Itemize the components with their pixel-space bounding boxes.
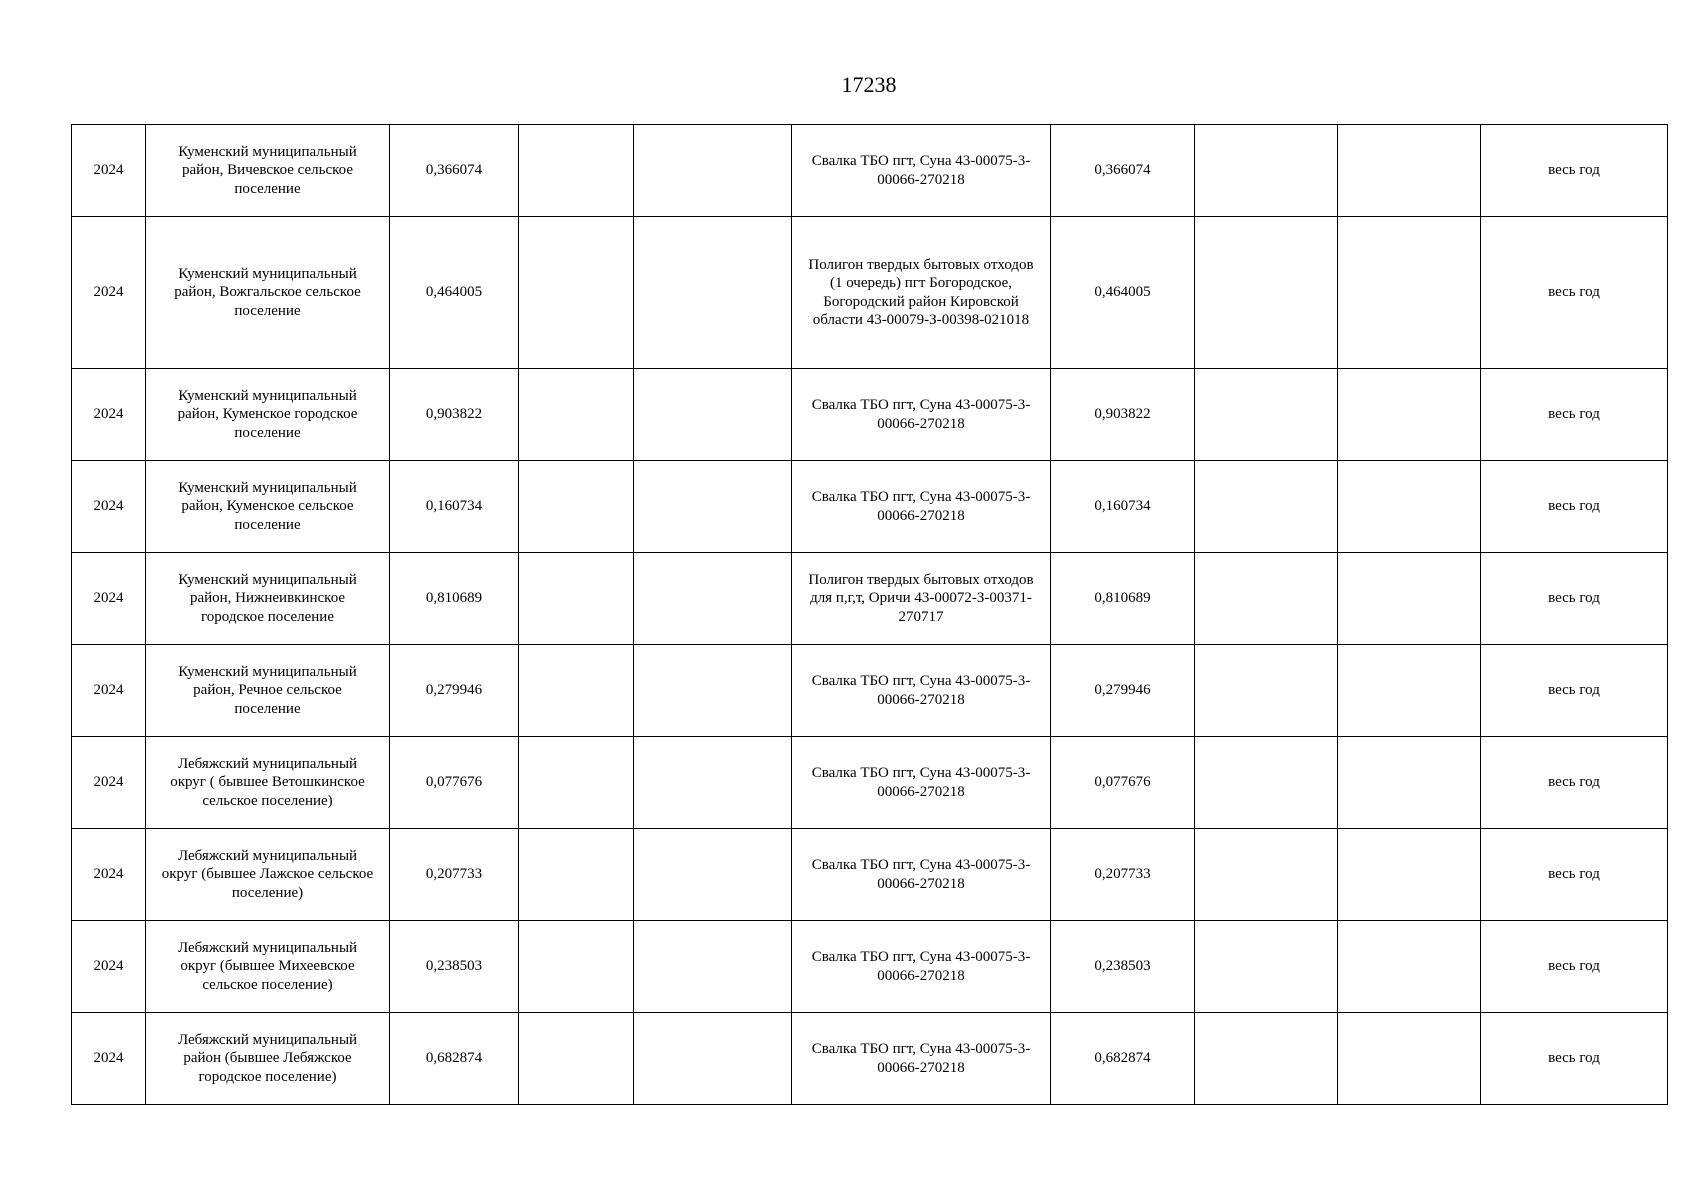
volume-cell: 0,160734	[390, 461, 519, 553]
year-cell: 2024	[72, 829, 146, 921]
empty-cell	[1195, 217, 1338, 369]
year-cell: 2024	[72, 217, 146, 369]
volume-cell: 0,207733	[390, 829, 519, 921]
period-cell: весь год	[1481, 645, 1668, 737]
period-cell: весь год	[1481, 217, 1668, 369]
empty-cell	[1195, 1013, 1338, 1105]
facility-volume-cell: 0,077676	[1051, 737, 1195, 829]
empty-cell	[634, 553, 792, 645]
volume-cell: 0,279946	[390, 645, 519, 737]
empty-cell	[519, 369, 634, 461]
territory-cell: Куменский муниципальный район, Куменское сельское поселение	[146, 461, 390, 553]
table-row	[72, 829, 1668, 921]
volume-cell: 0,903822	[390, 369, 519, 461]
territory-cell: Куменский муниципальный район, Вожгальское сельское поселение	[146, 217, 390, 369]
empty-cell	[634, 369, 792, 461]
facility-cell: Свалка ТБО пгт, Суна 43-00075-3-00066-270218	[792, 737, 1051, 829]
facility-cell: Полигон твердых бытовых отходов для п,г,т, Оричи 43-00072-З-00371-270717	[792, 553, 1051, 645]
facility-volume-cell: 0,464005	[1051, 217, 1195, 369]
empty-cell	[519, 553, 634, 645]
table-row	[72, 369, 1668, 461]
territory-cell: Куменский муниципальный район, Речное сельское поселение	[146, 645, 390, 737]
empty-cell	[519, 921, 634, 1013]
empty-cell	[519, 645, 634, 737]
facility-cell: Свалка ТБО пгт, Суна 43-00075-3-00066-270218	[792, 461, 1051, 553]
facility-cell: Свалка ТБО пгт, Суна 43-00075-3-00066-270218	[792, 829, 1051, 921]
empty-cell	[634, 921, 792, 1013]
territory-cell: Лебяжский муниципальный округ (бывшее Михеевское сельское поселение)	[146, 921, 390, 1013]
empty-cell	[1195, 553, 1338, 645]
period-cell: весь год	[1481, 125, 1668, 217]
empty-cell	[1338, 737, 1481, 829]
table-row	[72, 1013, 1668, 1105]
facility-volume-cell: 0,238503	[1051, 921, 1195, 1013]
empty-cell	[1338, 921, 1481, 1013]
table-row	[72, 461, 1668, 553]
empty-cell	[1338, 829, 1481, 921]
facility-volume-cell: 0,810689	[1051, 553, 1195, 645]
empty-cell	[1195, 125, 1338, 217]
territory-cell: Лебяжский муниципальный округ (бывшее Лажское сельское поселение)	[146, 829, 390, 921]
empty-cell	[519, 217, 634, 369]
table-row	[72, 217, 1668, 369]
period-cell: весь год	[1481, 461, 1668, 553]
facility-cell: Свалка ТБО пгт, Суна 43-00075-3-00066-270218	[792, 1013, 1051, 1105]
facility-volume-cell: 0,903822	[1051, 369, 1195, 461]
empty-cell	[634, 829, 792, 921]
facility-volume-cell: 0,682874	[1051, 1013, 1195, 1105]
volume-cell: 0,238503	[390, 921, 519, 1013]
empty-cell	[634, 217, 792, 369]
empty-cell	[1338, 369, 1481, 461]
empty-cell	[1338, 217, 1481, 369]
facility-cell: Свалка ТБО пгт, Суна 43-00075-3-00066-270218	[792, 369, 1051, 461]
facility-volume-cell: 0,160734	[1051, 461, 1195, 553]
period-cell: весь год	[1481, 553, 1668, 645]
volume-cell: 0,810689	[390, 553, 519, 645]
empty-cell	[1338, 1013, 1481, 1105]
empty-cell	[519, 829, 634, 921]
period-cell: весь год	[1481, 737, 1668, 829]
territory-cell: Лебяжский муниципальный округ ( бывшее Ветошкинское сельское поселение)	[146, 737, 390, 829]
table-row	[72, 921, 1668, 1013]
period-cell: весь год	[1481, 921, 1668, 1013]
empty-cell	[1195, 737, 1338, 829]
empty-cell	[1195, 645, 1338, 737]
empty-cell	[634, 461, 792, 553]
table-row	[72, 553, 1668, 645]
year-cell: 2024	[72, 369, 146, 461]
table-row	[72, 737, 1668, 829]
volume-cell: 0,682874	[390, 1013, 519, 1105]
territory-cell: Куменский муниципальный район, Нижнеивкинское городское поселение	[146, 553, 390, 645]
territory-cell: Куменский муниципальный район, Вичевское сельское поселение	[146, 125, 390, 217]
facility-volume-cell: 0,279946	[1051, 645, 1195, 737]
year-cell: 2024	[72, 737, 146, 829]
year-cell: 2024	[72, 921, 146, 1013]
empty-cell	[1195, 369, 1338, 461]
period-cell: весь год	[1481, 369, 1668, 461]
empty-cell	[634, 645, 792, 737]
facility-cell: Свалка ТБО пгт, Суна 43-00075-3-00066-270218	[792, 645, 1051, 737]
empty-cell	[519, 125, 634, 217]
volume-cell: 0,464005	[390, 217, 519, 369]
empty-cell	[634, 125, 792, 217]
empty-cell	[1195, 829, 1338, 921]
year-cell: 2024	[72, 125, 146, 217]
territory-cell: Куменский муниципальный район, Куменское городское поселение	[146, 369, 390, 461]
year-cell: 2024	[72, 1013, 146, 1105]
empty-cell	[519, 1013, 634, 1105]
empty-cell	[1338, 125, 1481, 217]
facility-cell: Свалка ТБО пгт, Суна 43-00075-3-00066-270218	[792, 921, 1051, 1013]
waste-table	[71, 124, 1668, 1105]
volume-cell: 0,366074	[390, 125, 519, 217]
empty-cell	[634, 737, 792, 829]
facility-cell: Полигон твердых бытовых отходов (1 очередь) пгт Богородское, Богородский район Кировской области 43-00079-З-00398-021018	[792, 217, 1051, 369]
period-cell: весь год	[1481, 1013, 1668, 1105]
empty-cell	[1195, 461, 1338, 553]
empty-cell	[1195, 921, 1338, 1013]
page-number: 17238	[841, 72, 897, 97]
facility-cell: Свалка ТБО пгт, Суна 43-00075-3-00066-270218	[792, 125, 1051, 217]
year-cell: 2024	[72, 553, 146, 645]
year-cell: 2024	[72, 645, 146, 737]
empty-cell	[1338, 553, 1481, 645]
facility-volume-cell: 0,207733	[1051, 829, 1195, 921]
empty-cell	[634, 1013, 792, 1105]
facility-volume-cell: 0,366074	[1051, 125, 1195, 217]
table-row	[72, 125, 1668, 217]
empty-cell	[1338, 461, 1481, 553]
volume-cell: 0,077676	[390, 737, 519, 829]
year-cell: 2024	[72, 461, 146, 553]
empty-cell	[519, 737, 634, 829]
table-row	[72, 645, 1668, 737]
period-cell: весь год	[1481, 829, 1668, 921]
territory-cell: Лебяжский муниципальный район (бывшее Лебяжское городское поселение)	[146, 1013, 390, 1105]
empty-cell	[1338, 645, 1481, 737]
empty-cell	[519, 461, 634, 553]
